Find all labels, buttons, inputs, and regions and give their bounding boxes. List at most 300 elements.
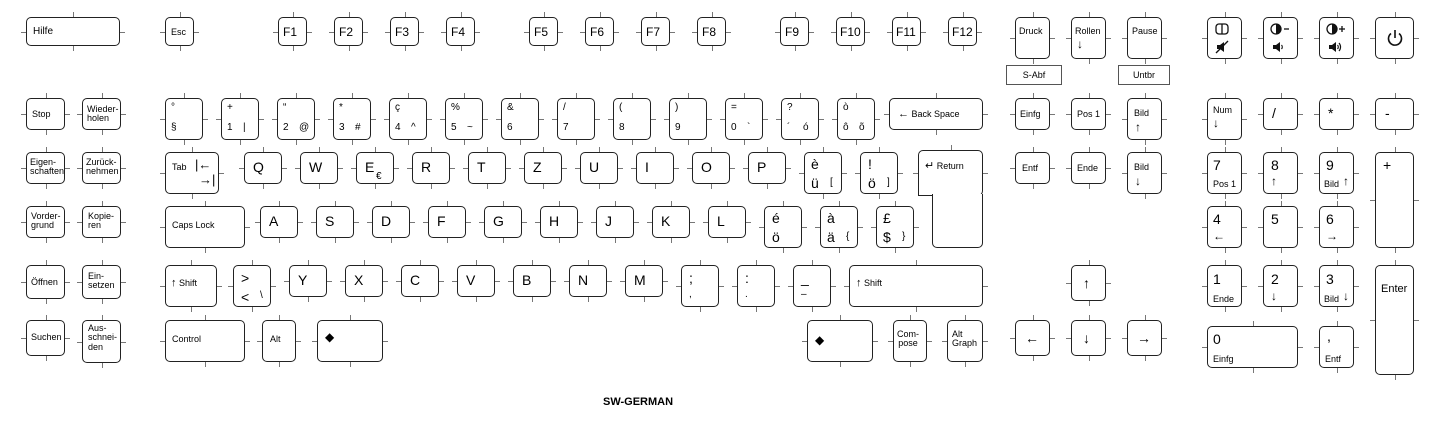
entf-key[interactable] [1015,152,1050,184]
pause-label: Pause [1132,26,1158,36]
num-minus-key[interactable] [1375,98,1414,130]
number-key-11[interactable] [781,98,819,140]
letter-label: N [578,272,589,288]
copy-key[interactable] [82,206,121,238]
left-shift-text: Shift [179,278,198,288]
letter-label: X [354,272,364,288]
letter-label: W [309,159,323,175]
druck-key[interactable] [1015,17,1050,59]
letter-label: Q [253,159,264,175]
number-key-top: & [507,102,514,113]
f11-label: F11 [896,25,916,39]
numlock-key[interactable] [1207,98,1242,140]
capslock-label: Caps Lock [172,220,215,230]
f3-key[interactable] [390,17,419,46]
arrow-left-icon: ← [898,108,909,120]
arrow-down-icon: ↓ [1135,174,1141,188]
num0-key[interactable] [1207,326,1298,368]
esc-label: Esc [171,27,187,37]
number-key-bottom: ô [843,122,849,133]
paste-key[interactable] [82,265,121,299]
esc-key[interactable] [165,17,194,46]
letter-key-d[interactable] [372,206,410,238]
f9-label: F9 [785,25,800,39]
altgraph-label: Alt Graph [952,329,978,348]
control-label: Control [172,334,202,344]
arrow-left-icon: ← [1025,330,1039,346]
return-key-lower[interactable] [932,194,983,248]
letter-key-r[interactable] [412,152,450,184]
arrow-up-icon: ↑ [1135,120,1141,134]
letter-label: E [365,159,375,175]
untbr-label: Untbr [1118,65,1170,85]
letter-label: I [645,159,649,175]
arrow-down-icon: ↓ [1343,289,1349,303]
letter-key-f[interactable] [428,206,466,238]
num9-label: 9 [1326,157,1334,173]
letter-key-v[interactable] [457,265,495,297]
undo-label: Zurück- nehmen [86,157,119,176]
pagedown-key[interactable] [1127,152,1162,194]
num6-key[interactable] [1319,206,1354,248]
diamond-icon: ◆ [325,330,335,344]
number-key-6[interactable] [501,98,539,140]
f2-label: F2 [339,25,354,39]
punct-key-0[interactable] [681,265,719,307]
number-key-top: ò [843,102,849,113]
letter-label: H [549,213,560,229]
number-key-bottom: 3 [339,122,345,133]
number-key-2[interactable] [277,98,315,140]
einfg-key[interactable] [1015,98,1050,130]
pos1-key[interactable] [1071,98,1106,130]
arrow-down-key[interactable] [1071,320,1106,356]
letter-key-z[interactable] [524,152,562,184]
brightness-up-icon [1326,23,1348,35]
einfg-label: Einfg [1020,109,1041,119]
f12-key[interactable] [948,17,977,46]
volume-down-icon [1271,40,1285,54]
letter-key-o[interactable] [692,152,730,184]
num-divide-label: / [1272,105,1276,121]
find-label: Suchen [31,332,62,342]
arrow-left-icon: ← [1213,229,1225,243]
punct-top: : [745,270,749,286]
number-key-8[interactable] [613,98,651,140]
return-label [925,161,964,172]
number-key-alt: ~ [467,122,473,133]
arrow-right-icon: → [1326,229,1338,243]
shift-up-icon: ↑ [856,277,862,289]
volume-down-key[interactable] [1263,17,1298,59]
num-comma-key[interactable] [1319,326,1354,368]
right-shift-label [856,278,882,289]
letter-label: B [522,272,532,288]
letter-key-q[interactable] [244,152,282,184]
punct-top: _ [801,270,809,286]
number-key-bottom: 6 [507,122,513,133]
num-plus-label: + [1383,157,1392,173]
lt-top: > [241,270,250,286]
f1-label: F1 [283,25,298,39]
num8-label: 8 [1271,157,1279,173]
f6-label: F6 [590,25,605,39]
num-plus-key[interactable] [1375,152,1414,248]
arrow-up-icon: ↑ [1343,174,1349,188]
num0-label: 0 [1213,331,1221,347]
letter-label: K [661,213,671,229]
f7-key[interactable] [641,17,670,46]
excl-alt: ] [887,177,890,188]
num8-key[interactable] [1263,152,1298,194]
f6-key[interactable] [585,17,614,46]
letter-label: U [589,159,600,175]
letter-key-k[interactable] [652,206,690,238]
alt-label: Alt [270,334,281,344]
right-shift-text: Shift [864,278,883,288]
letter-key-u[interactable] [580,152,618,184]
letter-key-s[interactable] [316,206,354,238]
letter-label: J [605,213,612,229]
arrow-up-key[interactable] [1071,265,1106,301]
number-key-top: % [451,102,460,113]
cut-label: Aus- schnei- den [88,323,118,352]
num7-key[interactable] [1207,152,1242,194]
arrow-down-icon: ↓ [1271,289,1277,303]
number-key-7[interactable] [557,98,595,140]
number-key-bottom: 4 [395,122,401,133]
number-key-alt: ` [747,122,751,133]
shift-up-icon: ↑ [171,277,177,289]
letter-key-c[interactable] [401,265,439,297]
number-key-5[interactable] [445,98,483,140]
num1-key[interactable] [1207,265,1242,307]
tab-label: Tab [172,162,187,172]
number-key-top: “ [283,102,287,113]
pound-key[interactable] [876,206,914,248]
num5-key[interactable] [1263,206,1298,248]
num7-sub: Pos 1 [1213,179,1237,189]
tab-right-icon: →| [199,172,216,187]
f11-key[interactable] [892,17,921,46]
num-enter-key[interactable] [1375,265,1414,375]
num7-label: 7 [1213,157,1221,173]
letter-key-p[interactable] [748,152,786,184]
altgraph-key[interactable] [947,320,983,362]
number-key-top: ° [171,102,175,113]
number-key-top: ? [787,102,793,113]
num2-label: 2 [1271,271,1279,287]
number-key-alt: # [355,122,361,133]
help-label: Hilfe [33,26,54,37]
num1-sub: Ende [1213,294,1235,304]
number-key-alt: @ [299,122,310,133]
cut-key[interactable] [82,320,121,363]
number-key-alt: | [243,122,246,133]
letter-label: Z [533,159,542,175]
num9-key[interactable] [1319,152,1354,194]
arrow-down-icon: ↓ [1077,37,1083,51]
props-label: Eigen- schaften [30,157,65,176]
f1-key[interactable] [278,17,307,46]
stop-label: Stop [32,109,51,119]
lt-bot: < [241,289,250,305]
oe-key[interactable] [764,206,802,248]
copy-label: Kopie- ren [88,211,115,230]
control-key[interactable] [165,320,245,362]
letter-label: M [634,272,646,288]
druck-label: Druck [1019,26,1043,36]
pageup-label: Bild [1134,108,1150,118]
paste-label: Ein- setzen [88,271,115,290]
letter-label: O [701,159,712,175]
number-key-12[interactable] [837,98,875,140]
num-multiply-key[interactable] [1319,98,1354,130]
oe-bot: ö [772,229,780,245]
excl-top: ! [868,156,872,172]
again-label: Wieder- holen [87,104,119,123]
right-shift-key[interactable] [849,265,983,307]
f4-label: F4 [451,25,466,39]
left-meta-key[interactable] [317,320,383,362]
f10-label: F10 [840,25,861,39]
punct-key-1[interactable] [737,265,775,307]
ae-bot: ä [827,229,835,245]
pound-top: £ [883,210,891,226]
again-key[interactable] [82,98,121,130]
num-divide-key[interactable] [1263,98,1298,130]
find-key[interactable] [26,320,65,356]
numlock-label: Num [1213,105,1233,115]
arrow-left-key[interactable] [1015,320,1050,356]
layout-title: SW-GERMAN [603,396,674,408]
number-key-bottom: 7 [563,122,569,133]
letter-label: P [757,159,767,175]
number-key-top: ç [395,102,400,113]
number-key-bottom: 0 [731,122,737,133]
pound-bot: $ [883,229,891,245]
euro-label: € [376,171,382,182]
number-key-bottom: 5 [451,122,457,133]
arrow-right-key[interactable] [1127,320,1162,356]
letter-label: F [437,213,446,229]
number-key-top: ) [675,102,679,113]
letter-key-a[interactable] [260,206,298,238]
letter-label: S [325,213,335,229]
entf-label: Entf [1022,163,1039,173]
oe-top: é [772,210,780,226]
num-enter-label: Enter [1381,283,1408,295]
letter-key-h[interactable] [540,206,578,238]
arrow-up-icon: ↑ [1083,275,1090,291]
letter-label: C [410,272,421,288]
ae-key[interactable] [820,206,858,248]
number-key-top: * [339,102,343,113]
num-comma-label: , [1327,328,1331,344]
capslock-key[interactable] [165,206,245,248]
help-key[interactable] [26,17,120,46]
num2-key[interactable] [1263,265,1298,307]
number-key-alt: õ [859,122,865,133]
compose-key[interactable] [893,320,927,362]
f9-key[interactable] [780,17,809,46]
backspace-key[interactable] [889,98,983,130]
num-multiply-label: * [1328,105,1334,121]
number-key-bottom: 1 [227,122,233,133]
letter-label: A [269,213,279,229]
num3-label: 3 [1326,271,1334,287]
rollen-key[interactable] [1071,17,1106,59]
letter-key-x[interactable] [345,265,383,297]
num6-label: 6 [1326,211,1334,227]
f8-label: F8 [702,25,717,39]
left-shift-key[interactable] [165,265,217,307]
arrow-right-icon: → [1137,330,1151,346]
mute-icon [1215,40,1229,54]
tab-key[interactable] [165,152,219,194]
num3-sub: Bild [1324,294,1340,304]
num-minus-label: - [1385,105,1390,121]
power-key[interactable] [1375,17,1414,59]
number-key-alt: ó [803,122,809,133]
front-key[interactable] [26,206,65,238]
number-key-0[interactable] [165,98,203,140]
ue-alt: [ [830,177,833,188]
number-key-9[interactable] [669,98,707,140]
letter-key-i[interactable] [636,152,674,184]
letter-label: R [421,159,432,175]
letter-label: Y [298,272,308,288]
pause-key[interactable] [1127,17,1162,59]
number-key-10[interactable] [725,98,763,140]
arrow-down-icon: ↓ [1213,116,1219,130]
return-icon: ↵ [925,160,935,172]
tab-left-icon: |← [195,157,212,172]
f8-key[interactable] [697,17,726,46]
power-icon [1386,29,1404,47]
number-key-top: ( [619,102,623,113]
lt-alt: \ [260,290,263,301]
letter-label: D [381,213,392,229]
compose-label: Com- pose [897,329,919,348]
punct-bottom: , [689,289,692,300]
number-key-top: + [227,102,233,113]
ue-top: è [811,156,819,172]
punct-key-2[interactable] [793,265,831,307]
ue-key[interactable] [804,152,842,194]
number-key-bottom: 9 [675,122,681,133]
punct-bottom: . [745,289,748,300]
ae-alt: { [846,231,850,242]
arrow-up-icon: ↑ [1271,174,1277,188]
letter-label: V [466,272,476,288]
brightness-down-icon [1270,23,1292,35]
number-key-top: / [563,102,566,113]
f5-key[interactable] [529,17,558,46]
num3-key[interactable] [1319,265,1354,307]
letter-key-j[interactable] [596,206,634,238]
less-than-key[interactable] [233,265,271,307]
left-shift-label [171,278,197,289]
display-toggle-icon [1215,23,1229,35]
sabf-label: S-Abf [1006,65,1062,85]
backspace-label [898,109,960,120]
alt-key[interactable] [262,320,296,362]
f4-key[interactable] [446,17,475,46]
letter-label: L [717,213,725,229]
ende-key[interactable] [1071,152,1106,184]
num-comma-sub: Entf [1325,354,1342,364]
f10-key[interactable] [836,17,865,46]
right-meta-key[interactable] [807,320,873,362]
letter-key-m[interactable] [625,265,663,297]
pos1-label: Pos 1 [1077,109,1101,119]
open-label: Öffnen [31,277,58,287]
number-key-3[interactable] [333,98,371,140]
letter-key-n[interactable] [569,265,607,297]
number-key-bottom: 2 [283,122,289,133]
letter-key-g[interactable] [484,206,522,238]
number-key-top: = [731,102,737,113]
ende-label: Ende [1077,163,1099,173]
pound-alt: } [902,231,906,242]
pageup-key[interactable] [1127,98,1162,140]
arrow-down-icon: ↓ [1083,330,1090,346]
num5-label: 5 [1271,211,1279,227]
number-key-bottom: ´ [787,122,791,133]
f12-label: F12 [952,25,973,39]
punct-top: ; [689,270,693,286]
letter-label: T [477,159,486,175]
excl-key[interactable] [860,152,898,194]
punct-bottom: – [801,289,807,300]
letter-key-b[interactable] [513,265,551,297]
volume-up-key[interactable] [1319,17,1354,59]
number-key-1[interactable] [221,98,259,140]
letter-key-t[interactable] [468,152,506,184]
mute-key[interactable] [1207,17,1242,59]
number-key-bottom: 8 [619,122,625,133]
letter-key-w[interactable] [300,152,338,184]
rollen-label: Rollen [1075,26,1101,36]
letter-label: G [493,213,504,229]
open-key[interactable] [26,265,65,299]
f2-key[interactable] [334,17,363,46]
f5-label: F5 [534,25,549,39]
return-key[interactable] [918,150,983,196]
f3-label: F3 [395,25,410,39]
pagedown-label: Bild [1134,162,1150,172]
undo-key[interactable] [82,152,121,184]
stop-key[interactable] [26,98,65,130]
ae-top: à [827,210,835,226]
letter-key-y[interactable] [289,265,327,297]
props-key[interactable] [26,152,65,184]
letter-key-l[interactable] [708,206,746,238]
number-key-4[interactable] [389,98,427,140]
num9-sub: Bild [1324,179,1340,189]
diamond-icon: ◆ [815,333,825,347]
num4-key[interactable] [1207,206,1242,248]
num4-label: 4 [1213,211,1221,227]
excl-bot: ö [868,175,876,191]
return-text: Return [936,161,964,171]
num1-label: 1 [1213,271,1221,287]
ue-bot: ü [811,175,819,191]
number-key-alt: ^ [411,122,416,133]
front-label: Vorder- grund [31,211,61,230]
letter-key-e[interactable] [356,152,394,184]
